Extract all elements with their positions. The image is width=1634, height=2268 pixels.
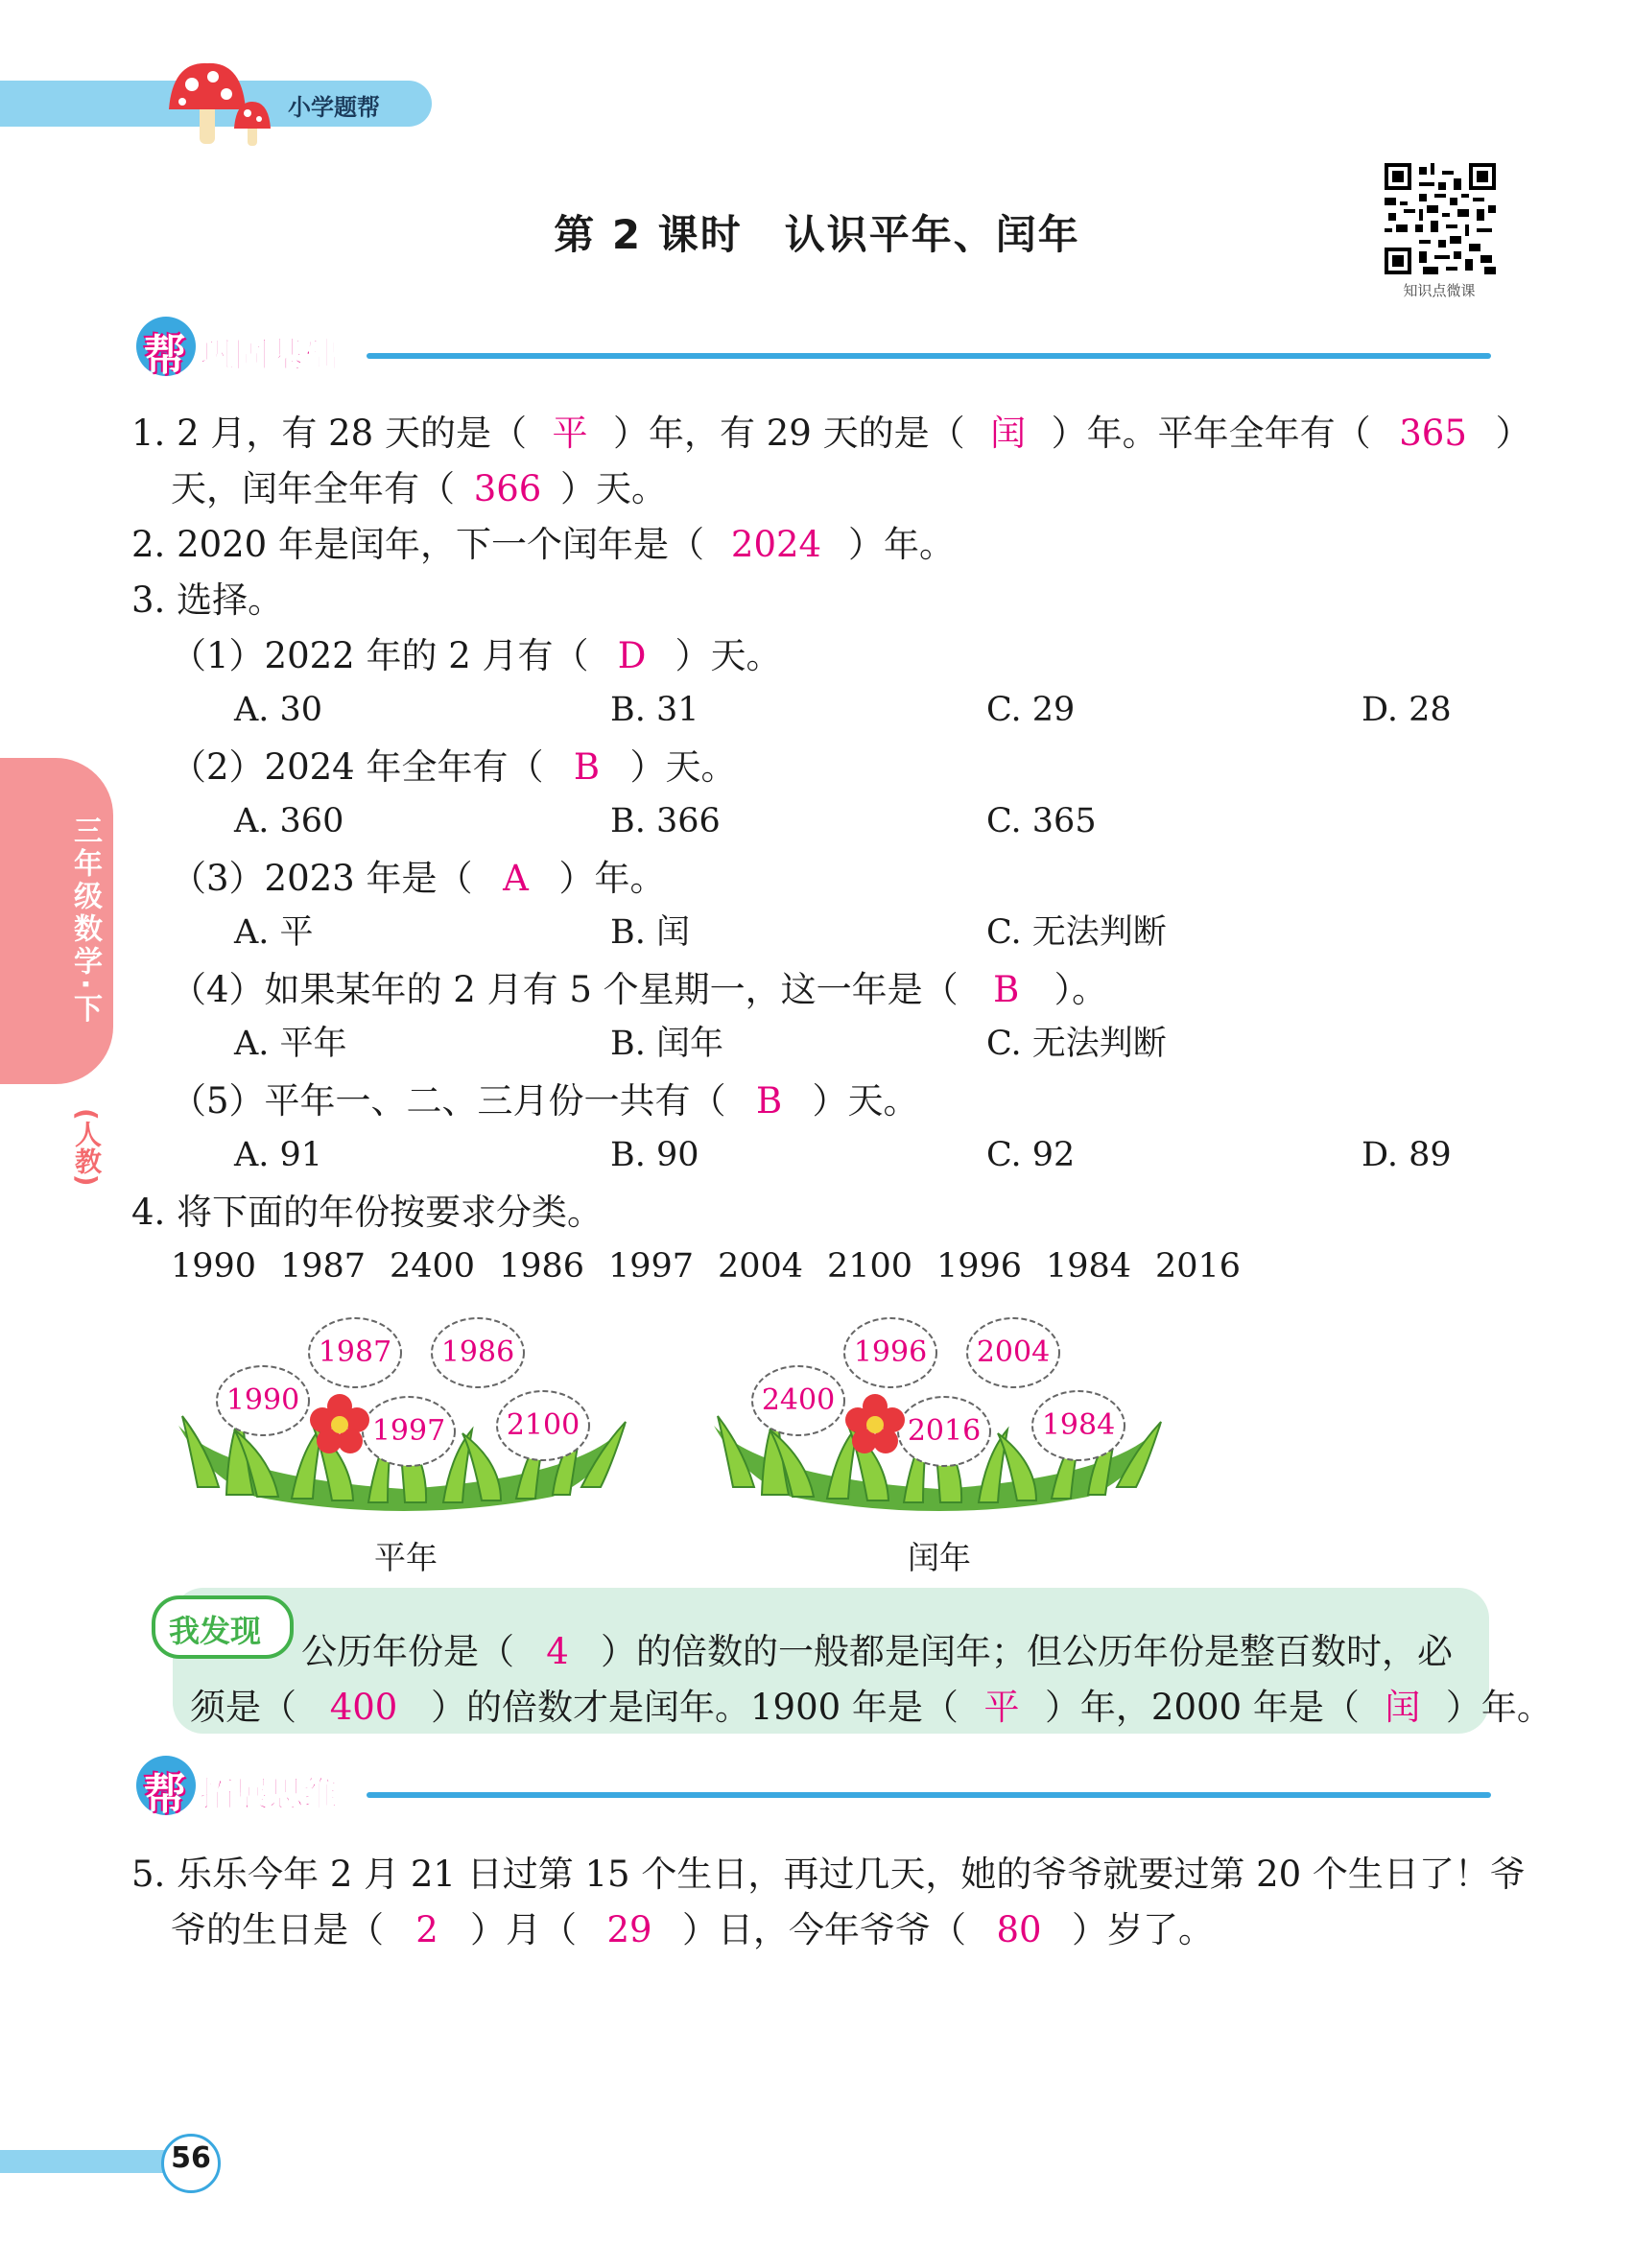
year-list-item: 2100 — [827, 1247, 913, 1286]
question-3-5: （5）平年一、二、三月份一共有（ B ）天。 — [171, 1078, 919, 1124]
option: B. 31 — [610, 691, 699, 729]
cloud-year: 1986 — [428, 1312, 528, 1393]
question-3-4: （4）如果某年的 2 月有 5 个星期一，这一年是（ B ）。 — [171, 967, 1107, 1013]
question-3-label: 3. 选择。 — [131, 579, 284, 621]
flower-icon — [844, 1393, 906, 1454]
answer-blank: B — [755, 1080, 783, 1122]
answer-blank: A — [503, 858, 529, 899]
question-4-label: 4. 将下面的年份按要求分类。 — [131, 1192, 604, 1233]
cloud-year: 2004 — [963, 1312, 1063, 1393]
option: A. 平年 — [234, 1025, 347, 1063]
answer-blank: 365 — [1399, 413, 1467, 454]
answer-blank: 2024 — [730, 524, 822, 565]
cloud-year: 1984 — [1029, 1385, 1128, 1466]
section-header-extension — [136, 1756, 1491, 1819]
bang-label: 帮 — [144, 1770, 186, 1819]
option: B. 90 — [610, 1136, 699, 1174]
cloud-year: 1997 — [359, 1391, 459, 1472]
option: C. 365 — [986, 802, 1097, 840]
answer-blank: 闰 — [1385, 1687, 1421, 1728]
question-1-line-2: 天，闰年全年有（ 366 ）天。 — [171, 466, 667, 512]
option: B. 闰年 — [610, 1025, 723, 1063]
discovery-line-2: 须是（ 400 ）的倍数才是闰年。1900 年是（ 平 ）年，2000 年是（ 闰 ）年。 — [190, 1685, 1552, 1731]
answer-blank: 80 — [996, 1909, 1042, 1950]
qr-caption: 知识点微课 — [1403, 282, 1476, 299]
year-list-item: 1990 — [171, 1247, 257, 1286]
option: A. 360 — [234, 802, 344, 840]
option: C. 无法判断 — [986, 1025, 1167, 1063]
answer-blank: 2 — [415, 1909, 438, 1950]
cloud-year: 2016 — [894, 1391, 994, 1472]
question-5-line-1: 5. 乐乐今年 2 月 21 日过第 15 个生日，再过几天，她的爷爷就要过第 20 个生日了！爷 — [131, 1854, 1526, 1895]
cloud-year: 1990 — [213, 1360, 313, 1441]
option: D. 89 — [1362, 1136, 1452, 1174]
question-3-3: （3）2023 年是（ A ）年。 — [171, 856, 665, 902]
cloud-year: 2400 — [748, 1360, 848, 1441]
option: C. 无法判断 — [986, 913, 1167, 952]
answer-blank: D — [617, 635, 647, 676]
option: B. 366 — [610, 802, 721, 840]
year-list-item: 1986 — [499, 1247, 585, 1286]
answer-blank: 4 — [546, 1631, 569, 1672]
discovery-badge-label: 我发现 — [169, 1613, 262, 1649]
question-3-1: （1）2022 年的 2 月有（ D ）天。 — [171, 633, 782, 679]
qr-code-icon — [1385, 163, 1496, 274]
answer-blank: 29 — [606, 1909, 652, 1950]
question-5-line-2: 爷的生日是（ 2 ）月（ 29 ）日，今年爷爷（ 80 ）岁了。 — [171, 1907, 1214, 1953]
discovery-line-1: 公历年份是（ 4 ）的倍数的一般都是闰年；但公历年份是整百数时，必 — [301, 1629, 1453, 1675]
answer-blank: B — [993, 969, 1020, 1010]
year-list-item: 1997 — [608, 1247, 695, 1286]
answer-blank: 平 — [552, 413, 588, 454]
question-3-2: （2）2024 年全年有（ B ）天。 — [171, 744, 736, 791]
section-rule — [367, 1792, 1491, 1798]
option: A. 91 — [234, 1136, 323, 1174]
discovery-badge — [152, 1595, 294, 1659]
year-list-item: 1984 — [1046, 1247, 1132, 1286]
side-grade-label: 三年级数学·下 — [68, 815, 102, 1027]
option: C. 29 — [986, 691, 1076, 729]
section-title: 巩固基础 — [200, 336, 339, 375]
year-list-item: 1987 — [280, 1247, 367, 1286]
option: B. 闰 — [610, 913, 690, 952]
page-number: 56 — [171, 2141, 211, 2175]
question-1-line-1: 1. 2 月，有 28 天的是（ 平 ）年，有 29 天的是（ 闰 ）年。平年全年有（ 365 ） — [131, 411, 1531, 457]
answer-blank: B — [573, 746, 601, 788]
answer-blank: 闰 — [990, 413, 1027, 454]
year-list-item: 2016 — [1155, 1247, 1242, 1286]
cloud-year: 1996 — [841, 1312, 940, 1393]
option: A. 30 — [234, 691, 323, 729]
mushroom-icon — [163, 56, 288, 148]
cloud-year: 1987 — [305, 1312, 405, 1393]
side-edition-label: (人教) — [71, 1108, 103, 1187]
flower-icon — [309, 1393, 370, 1454]
bang-label: 帮 — [144, 331, 186, 380]
year-list-item: 2400 — [390, 1247, 476, 1286]
year-list-item: 1996 — [936, 1247, 1023, 1286]
section-rule — [367, 353, 1491, 359]
year-list-item: 2004 — [718, 1247, 804, 1286]
question-2: 2. 2020 年是闰年，下一个闰年是（ 2024 ）年。 — [131, 522, 955, 568]
brand-label: 小学题帮 — [288, 94, 380, 121]
option: A. 平 — [234, 913, 314, 952]
option: C. 92 — [986, 1136, 1076, 1174]
section-header-basics — [136, 317, 1491, 380]
group-label-common-year: 平年 — [374, 1539, 438, 1576]
answer-blank: 平 — [983, 1687, 1020, 1728]
group-label-leap-year: 闰年 — [908, 1539, 971, 1576]
page-title: 第 2 课时 认识平年、闰年 — [554, 211, 1080, 258]
cloud-year: 2100 — [493, 1385, 593, 1466]
answer-blank: 366 — [473, 468, 542, 509]
option: D. 28 — [1362, 691, 1452, 729]
answer-blank: 400 — [329, 1687, 398, 1728]
section-title: 拓展思维 — [200, 1775, 339, 1814]
